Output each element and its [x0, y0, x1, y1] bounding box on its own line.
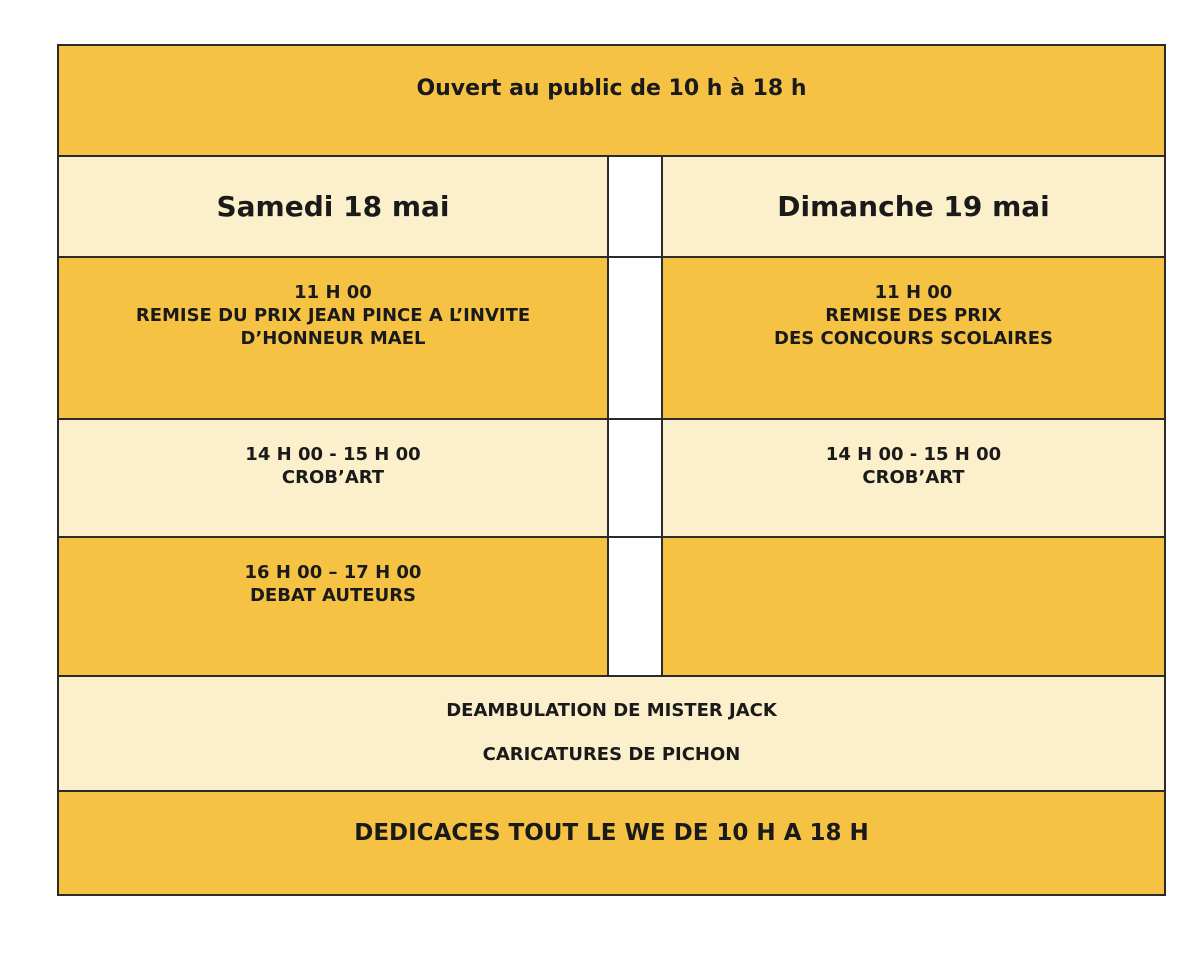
sunday-event-2 — [663, 420, 1164, 536]
days-row — [59, 157, 1164, 256]
weekend-activities-row — [59, 677, 1164, 790]
activity-line: DEAMBULATION DE MISTER JACK — [446, 700, 777, 721]
opening-hours-row — [59, 46, 1164, 155]
weekend-activities — [59, 677, 1164, 790]
event-title-line: REMISE DES PRIX — [825, 305, 1002, 326]
event-title-line: DEBAT AUTEURS — [249, 585, 417, 606]
saturday-event-3 — [59, 538, 607, 675]
event-time: 14 H 00 - 15 H 00 — [245, 444, 421, 465]
column-separator — [609, 420, 661, 536]
opening-hours: Ouvert au public de 10 h à 18 h — [59, 46, 1164, 155]
day-saturday: Samedi 18 mai — [59, 157, 607, 256]
saturday-event-2 — [59, 420, 607, 536]
column-separator — [609, 538, 661, 675]
column-separator — [609, 157, 661, 256]
column-separator — [609, 258, 661, 418]
event-title-line: REMISE DU PRIX JEAN PINCE A L’INVITE — [135, 305, 531, 326]
slot-row-1 — [59, 258, 1164, 418]
event-time: 11 H 00 — [874, 282, 953, 303]
event-time: 11 H 00 — [294, 282, 372, 303]
signings-row — [59, 792, 1164, 894]
schedule-table — [57, 44, 1166, 896]
slot-row-2 — [59, 420, 1164, 536]
event-title-line: CROB’ART — [281, 467, 385, 488]
event-title-line: D’HONNEUR MAEL — [240, 328, 426, 349]
signings-info: DEDICACES TOUT LE WE DE 10 H A 18 H — [59, 792, 1164, 894]
day-sunday: Dimanche 19 mai — [663, 157, 1164, 256]
saturday-event-1 — [59, 258, 607, 418]
slot-row-3 — [59, 538, 1164, 675]
sunday-event-1 — [663, 258, 1164, 418]
sunday-event-empty — [663, 538, 1164, 675]
event-title-line: CROB’ART — [862, 467, 965, 488]
event-title-line: DES CONCOURS SCOLAIRES — [774, 328, 1053, 349]
activity-line: CARICATURES DE PICHON — [482, 744, 741, 765]
event-time: 16 H 00 – 17 H 00 — [244, 562, 422, 583]
event-time: 14 H 00 - 15 H 00 — [825, 444, 1002, 465]
